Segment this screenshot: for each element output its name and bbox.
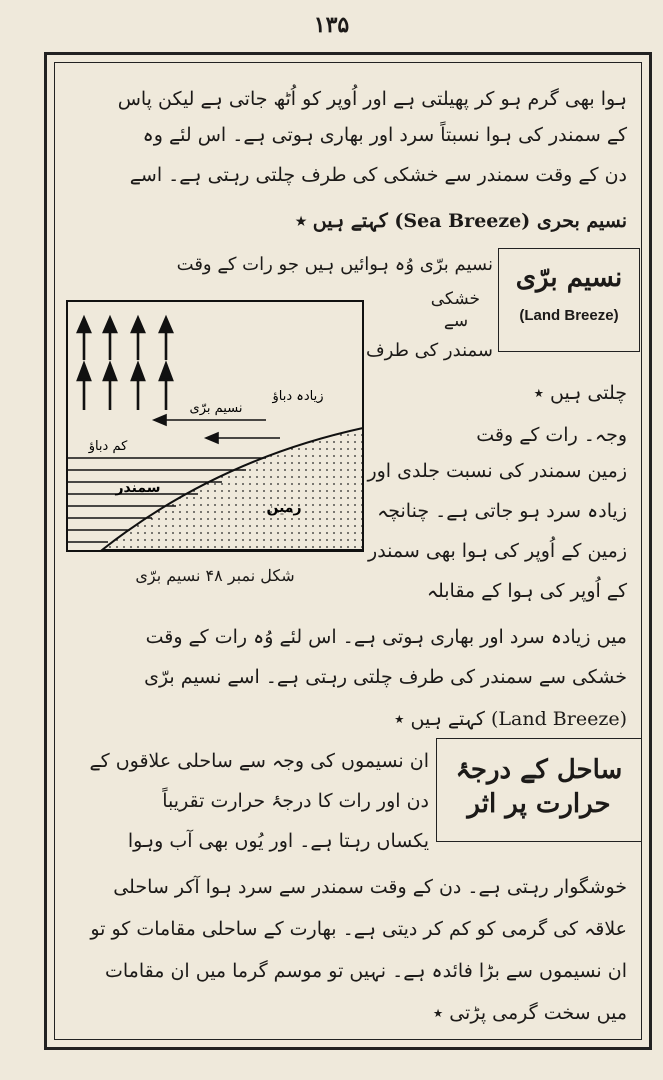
- figure-label-high-pressure: زیادہ دباؤ: [272, 389, 324, 404]
- paragraph-3-line: علاقہ کی گرمی کو کم کر دیتی ہے۔ بھارت کے ساحلی مقامات کو تو: [90, 918, 627, 940]
- coastal-temperature-heading-box: [436, 738, 642, 842]
- land-breeze-heading: نسیم برّی: [515, 263, 623, 293]
- paragraph-2-line: (Land Breeze) کہتے ہیں ٭: [394, 708, 627, 730]
- paragraph-3-line: خوشگوار رہتی ہے۔ دن کے وقت سمندر سے سرد ہوا آکر ساحلی: [113, 876, 627, 898]
- breeze-arrows: [154, 415, 280, 443]
- paragraph-2-line: زیادہ سرد ہو جاتی ہے۔ چنانچہ: [377, 500, 627, 522]
- paragraph-2-line: وجہ۔ رات کے وقت: [476, 424, 627, 446]
- figure-label-land-breeze: نسیم برّی: [189, 401, 243, 416]
- figure-label-land: زمین: [266, 500, 302, 516]
- coastal-heading-line-1: ساحل کے درجۂ: [455, 755, 623, 785]
- paragraph-1-line: کے سمندر کی ہوا نسبتاً سرد اور بھاری ہوتی ہے۔ اس لئے وہ: [142, 124, 627, 146]
- page-number: ۱۳۵: [313, 12, 350, 38]
- paragraph-1-line: دن کے وقت سمندر سے خشکی کی طرف چلتی رہتی ہے۔ اسے: [129, 164, 627, 186]
- land-breeze-heading-box: [498, 248, 640, 352]
- land-breeze-definition: نسیم برّی وُہ ہوائیں ہیں جو رات کے وقت: [176, 254, 493, 275]
- paragraph-1-line: [57, 206, 627, 236]
- land-breeze-heading-latin: (Land Breeze): [519, 307, 619, 324]
- figure-label-low-pressure: کم دباؤ: [88, 439, 128, 454]
- paragraph-2-line: خشکی سے سمندر کی طرف چلتی رہتی ہے۔ اسے نسیم برّی: [144, 666, 627, 688]
- paragraph-2-line: زمین سمندر کی نسبت جلدی اور: [367, 460, 627, 482]
- paragraph-3-line: میں سخت گرمی پڑتی ٭: [432, 1002, 627, 1024]
- paragraph-2-line: چلتی ہیں ٭: [533, 382, 627, 404]
- land-breeze-figure: [66, 300, 364, 552]
- paragraph-3-line: یکساں رہتا ہے۔ اور یُوں بھی آب وہوا: [127, 830, 429, 852]
- paragraph-3-line: دن اور رات کا درجۂ حرارت تقریباً: [162, 790, 429, 812]
- toward-sea-label: سمندر کی طرف: [366, 340, 493, 361]
- coastal-heading-line-2: حرارت پر اثر: [467, 789, 611, 819]
- paragraph-2-line: میں زیادہ سرد اور بھاری ہوتی ہے۔ اس لئے وُہ رات کے وقت: [145, 626, 627, 648]
- sea-breeze-phrase: نسیم بحری (Sea Breeze) کہتے ہیں ٭: [295, 210, 627, 232]
- paragraph-1-line: ہوا بھی گرم ہو کر پھیلتی ہے اور اُوپر کو اُٹھ جاتی ہے لیکن پاس: [117, 88, 627, 110]
- figure-label-sea: سمندر: [115, 480, 161, 496]
- paragraph-3-line: ان نسیموں سے بڑا فائدہ ہے۔ نہیں تو موسم گرما میں ان مقامات: [104, 960, 627, 982]
- paragraph-2-line: کے اُوپر کی ہوا کے مقابلہ: [426, 580, 627, 602]
- paragraph-3-line: ان نسیموں کی وجہ سے ساحلی علاقوں کے: [89, 750, 429, 772]
- rising-air-arrows: [78, 318, 172, 410]
- paragraph-2-line: زمین کے اُوپر کی ہوا بھی سمندر: [368, 540, 627, 562]
- figure-caption: شکل نمبر ۴۸ نسیم برّی: [135, 566, 295, 585]
- from-land-label: خشکی سے: [430, 289, 480, 331]
